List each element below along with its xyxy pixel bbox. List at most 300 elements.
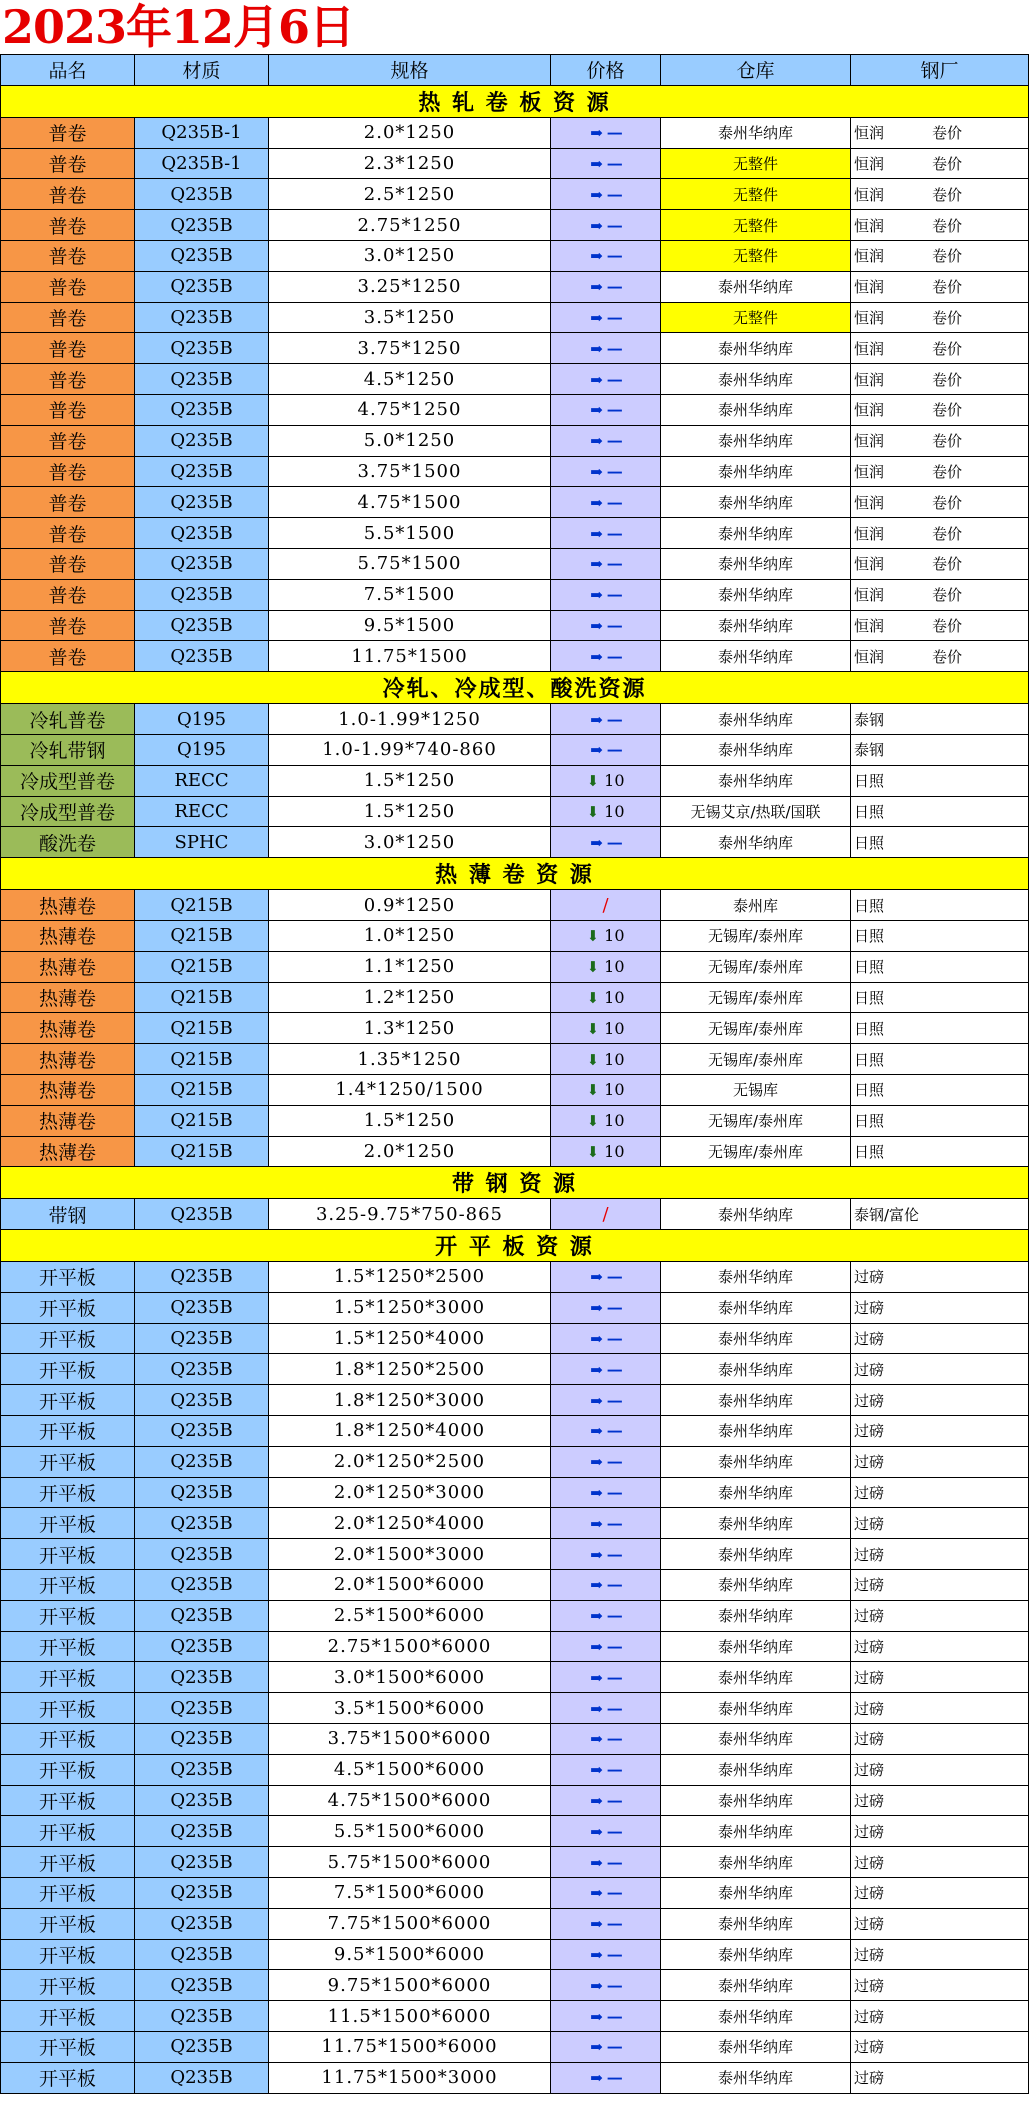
price-unchanged	[590, 647, 621, 666]
price-unchanged	[590, 1914, 621, 1933]
dash-icon: —	[606, 153, 621, 173]
price-unchanged	[590, 554, 621, 573]
spec-cell: 1.0*1250	[269, 920, 551, 951]
price-cell	[551, 117, 661, 148]
mill-cell	[851, 333, 1029, 364]
right-arrow-icon: ➡	[590, 1668, 603, 1687]
material-cell: Q235B	[135, 1908, 269, 1939]
dash-icon: —	[606, 2068, 621, 2088]
table-body	[1, 85, 1029, 2093]
table-row	[1, 1785, 1029, 1816]
right-arrow-icon: ➡	[590, 1884, 603, 1903]
mill-name: 日照	[854, 988, 885, 1007]
price-cell	[551, 765, 661, 796]
mill-cell	[851, 1878, 1029, 1909]
price-unchanged	[590, 246, 621, 265]
mill-name: 恒润	[854, 185, 885, 204]
price-cell	[551, 2001, 661, 2032]
down-arrow-icon: ⬇	[586, 802, 600, 821]
down-arrow-icon: ⬇	[586, 1050, 600, 1069]
table-row	[1, 394, 1029, 425]
material-cell: Q235B	[135, 2001, 269, 2032]
mill-name: 泰钢	[854, 741, 885, 760]
spec-cell: 5.75*1500	[269, 548, 551, 579]
right-arrow-icon: ➡	[590, 741, 603, 760]
dash-icon: —	[606, 1852, 621, 1872]
warehouse-cell: 泰州华纳库	[661, 364, 851, 395]
mill-cell	[851, 548, 1029, 579]
spec-cell: 11.75*1500	[269, 641, 551, 672]
header-product-name: 品名	[1, 55, 135, 86]
mill-name: 过磅	[854, 1792, 885, 1811]
warehouse-cell: 泰州华纳库	[661, 1970, 851, 2001]
product-name-cell: 开平板	[1, 1724, 135, 1755]
price-note: 卷价	[932, 154, 963, 173]
mill-cell	[851, 425, 1029, 456]
mill-cell	[851, 1600, 1029, 1631]
mill-name: 泰钢/富伦	[854, 1205, 920, 1224]
mill-cell	[851, 210, 1029, 241]
material-cell: Q235B	[135, 1446, 269, 1477]
mill-cell	[851, 1262, 1029, 1293]
mill-cell	[851, 827, 1029, 858]
material-cell: Q235B	[135, 1662, 269, 1693]
right-arrow-icon: ➡	[590, 1730, 603, 1749]
warehouse-cell: 无锡库/泰州库	[661, 1105, 851, 1136]
table-row	[1, 117, 1029, 148]
product-name-cell: 普卷	[1, 394, 135, 425]
product-name-cell: 冷成型普卷	[1, 765, 135, 796]
table-row	[1, 1693, 1029, 1724]
header-warehouse: 仓库	[661, 55, 851, 86]
price-cell	[551, 425, 661, 456]
mill-name: 恒润	[854, 278, 885, 297]
material-cell: Q235B	[135, 1570, 269, 1601]
dash-icon: —	[606, 1483, 621, 1503]
price-cell	[551, 1136, 661, 1167]
material-cell: Q235B	[135, 1508, 269, 1539]
mill-cell	[851, 1939, 1029, 1970]
warehouse-cell: 泰州华纳库	[661, 1878, 851, 1909]
table-row	[1, 1136, 1029, 1167]
product-name-cell: 普卷	[1, 579, 135, 610]
price-down	[586, 926, 624, 945]
product-name-cell: 热薄卷	[1, 982, 135, 1013]
mill-cell	[851, 364, 1029, 395]
price-change-value: 10	[604, 1141, 625, 1161]
price-note: 卷价	[932, 432, 963, 451]
mill-name: 日照	[854, 1050, 885, 1069]
mill-cell	[851, 704, 1029, 735]
product-name-cell: 开平板	[1, 2001, 135, 2032]
price-down	[586, 802, 624, 821]
spec-cell: 2.0*1250*4000	[269, 1508, 551, 1539]
warehouse-cell: 无整件	[661, 148, 851, 179]
table-row	[1, 1631, 1029, 1662]
mill-cell	[851, 271, 1029, 302]
warehouse-cell: 无整件	[661, 179, 851, 210]
dash-icon: —	[606, 307, 621, 327]
spec-cell: 1.5*1250*2500	[269, 1262, 551, 1293]
header-mill: 钢厂	[851, 55, 1029, 86]
price-cell	[551, 210, 661, 241]
header-material: 材质	[135, 55, 269, 86]
product-name-cell: 开平板	[1, 2032, 135, 2063]
price-cell	[551, 890, 661, 921]
price-cell	[551, 148, 661, 179]
price-unchanged	[590, 308, 621, 327]
table-row	[1, 1847, 1029, 1878]
right-arrow-icon: ➡	[590, 401, 603, 420]
dash-icon: —	[606, 646, 621, 666]
table-row	[1, 1878, 1029, 1909]
spec-cell: 2.5*1500*6000	[269, 1600, 551, 1631]
price-cell	[551, 827, 661, 858]
table-row	[1, 920, 1029, 951]
table-row	[1, 148, 1029, 179]
down-arrow-icon: ⬇	[586, 1112, 600, 1131]
material-cell: Q235B	[135, 641, 269, 672]
spec-cell: 4.5*1500*6000	[269, 1754, 551, 1785]
mill-cell	[851, 641, 1029, 672]
price-cell	[551, 704, 661, 735]
table-row	[1, 1416, 1029, 1447]
dash-icon: —	[606, 338, 621, 358]
product-name-cell: 普卷	[1, 117, 135, 148]
material-cell: Q235B	[135, 302, 269, 333]
warehouse-cell: 泰州华纳库	[661, 734, 851, 765]
product-name-cell: 开平板	[1, 1477, 135, 1508]
material-cell: Q235B	[135, 1754, 269, 1785]
price-cell	[551, 1785, 661, 1816]
price-note: 卷价	[932, 339, 963, 358]
section-title: 热 轧 卷 板 资 源	[1, 85, 1029, 117]
price-cell	[551, 1600, 661, 1631]
spec-cell: 5.5*1500*6000	[269, 1816, 551, 1847]
price-unchanged	[590, 524, 621, 543]
mill-cell	[851, 1816, 1029, 1847]
dash-icon: —	[606, 1698, 621, 1718]
table-row	[1, 1754, 1029, 1785]
table-row	[1, 271, 1029, 302]
price-cell	[551, 579, 661, 610]
dash-icon: —	[606, 1359, 621, 1379]
dash-icon: —	[606, 246, 621, 266]
dash-icon: —	[606, 461, 621, 481]
warehouse-cell: 泰州华纳库	[661, 2062, 851, 2093]
down-arrow-icon: ⬇	[586, 1019, 600, 1038]
spec-cell: 2.3*1250	[269, 148, 551, 179]
spec-cell: 9.5*1500	[269, 610, 551, 641]
mill-cell	[851, 1013, 1029, 1044]
spec-cell: 4.75*1250	[269, 394, 551, 425]
product-name-cell: 普卷	[1, 641, 135, 672]
material-cell: Q235B	[135, 1354, 269, 1385]
mill-name: 恒润	[854, 124, 885, 143]
dash-icon: —	[606, 1883, 621, 1903]
mill-cell	[851, 1292, 1029, 1323]
warehouse-cell: 泰州华纳库	[661, 1939, 851, 1970]
warehouse-cell: 泰州华纳库	[661, 1199, 851, 1230]
price-unchanged	[590, 710, 621, 729]
right-arrow-icon: ➡	[590, 185, 603, 204]
right-arrow-icon: ➡	[590, 1330, 603, 1349]
spec-cell: 1.5*1250*3000	[269, 1292, 551, 1323]
warehouse-cell: 泰州华纳库	[661, 271, 851, 302]
mill-cell	[851, 1508, 1029, 1539]
price-unchanged	[590, 339, 621, 358]
mill-cell	[851, 1970, 1029, 2001]
mill-name: 泰钢	[854, 710, 885, 729]
table-row	[1, 302, 1029, 333]
mill-cell	[851, 518, 1029, 549]
right-arrow-icon: ➡	[590, 1484, 603, 1503]
table-row	[1, 890, 1029, 921]
dash-icon: —	[606, 554, 621, 574]
warehouse-cell: 泰州华纳库	[661, 1539, 851, 1570]
spec-cell: 2.0*1250	[269, 1136, 551, 1167]
warehouse-cell: 泰州华纳库	[661, 487, 851, 518]
mill-name: 过磅	[854, 1638, 885, 1657]
table-row	[1, 1570, 1029, 1601]
mill-cell	[851, 117, 1029, 148]
mill-cell	[851, 487, 1029, 518]
mill-name: 过磅	[854, 1576, 885, 1595]
table-row	[1, 425, 1029, 456]
mill-name: 过磅	[854, 1699, 885, 1718]
mill-cell	[851, 982, 1029, 1013]
spec-cell: 1.8*1250*3000	[269, 1385, 551, 1416]
warehouse-cell: 泰州华纳库	[661, 1908, 851, 1939]
right-arrow-icon: ➡	[590, 1268, 603, 1287]
header-spec: 规格	[269, 55, 551, 86]
right-arrow-icon: ➡	[590, 339, 603, 358]
spec-cell: 4.75*1500	[269, 487, 551, 518]
product-name-cell: 开平板	[1, 1785, 135, 1816]
price-change-value: 10	[604, 987, 625, 1007]
price-unchanged	[590, 216, 621, 235]
price-unchanged	[590, 1575, 621, 1594]
mill-name: 过磅	[854, 2069, 885, 2088]
price-unchanged	[590, 1421, 621, 1440]
product-name-cell: 开平板	[1, 1539, 135, 1570]
mill-cell	[851, 2062, 1029, 2093]
spec-cell: 3.25*1250	[269, 271, 551, 302]
price-down	[586, 957, 624, 976]
warehouse-cell: 泰州华纳库	[661, 1354, 851, 1385]
warehouse-cell: 泰州华纳库	[661, 1385, 851, 1416]
spec-cell: 3.0*1500*6000	[269, 1662, 551, 1693]
price-cell	[551, 1044, 661, 1075]
mill-name: 日照	[854, 833, 885, 852]
price-unchanged	[590, 1391, 621, 1410]
right-arrow-icon: ➡	[590, 308, 603, 327]
price-unchanged	[590, 1267, 621, 1286]
price-cell	[551, 1446, 661, 1477]
section-title: 开 平 板 资 源	[1, 1230, 1029, 1262]
price-unchanged	[590, 1853, 621, 1872]
price-cell	[551, 240, 661, 271]
spec-cell: 3.0*1250	[269, 827, 551, 858]
dash-icon: —	[606, 1729, 621, 1749]
price-cell	[551, 1816, 661, 1847]
mill-cell	[851, 1785, 1029, 1816]
material-cell: Q215B	[135, 1074, 269, 1105]
material-cell: Q235B	[135, 1539, 269, 1570]
spec-cell: 0.9*1250	[269, 890, 551, 921]
product-name-cell: 普卷	[1, 425, 135, 456]
price-note: 卷价	[932, 216, 963, 235]
product-name-cell: 开平板	[1, 1970, 135, 2001]
product-name-cell: 普卷	[1, 333, 135, 364]
product-name-cell: 开平板	[1, 1878, 135, 1909]
price-note: 卷价	[932, 278, 963, 297]
material-cell: Q215B	[135, 951, 269, 982]
product-name-cell: 普卷	[1, 179, 135, 210]
warehouse-cell: 无锡艾京/热联/国联	[661, 796, 851, 827]
table-row	[1, 1354, 1029, 1385]
price-cell	[551, 1847, 661, 1878]
table-row	[1, 2001, 1029, 2032]
spec-cell: 3.75*1250	[269, 333, 551, 364]
material-cell: Q235B	[135, 394, 269, 425]
price-cell	[551, 1970, 661, 2001]
price-cell	[551, 456, 661, 487]
product-name-cell: 热薄卷	[1, 1013, 135, 1044]
right-arrow-icon: ➡	[590, 1514, 603, 1533]
price-cell	[551, 518, 661, 549]
section-header-row	[1, 1167, 1029, 1199]
price-cell	[551, 1508, 661, 1539]
price-cell	[551, 548, 661, 579]
price-note: 卷价	[932, 493, 963, 512]
product-name-cell: 开平板	[1, 1816, 135, 1847]
price-change-value: 10	[604, 957, 625, 977]
product-name-cell: 冷轧普卷	[1, 704, 135, 735]
price-unchanged	[590, 2007, 621, 2026]
right-arrow-icon: ➡	[590, 1422, 603, 1441]
mill-name: 日照	[854, 958, 885, 977]
down-arrow-icon: ⬇	[586, 772, 600, 791]
spec-cell: 2.5*1250	[269, 179, 551, 210]
price-cell	[551, 1354, 661, 1385]
mill-name: 过磅	[854, 2007, 885, 2026]
mill-name: 过磅	[854, 1946, 885, 1965]
price-cell	[551, 1693, 661, 1724]
price-cell	[551, 982, 661, 1013]
spec-cell: 7.5*1500*6000	[269, 1878, 551, 1909]
dash-icon: —	[606, 184, 621, 204]
right-arrow-icon: ➡	[590, 247, 603, 266]
warehouse-cell: 无锡库/泰州库	[661, 1044, 851, 1075]
product-name-cell: 开平板	[1, 1600, 135, 1631]
product-name-cell: 开平板	[1, 1292, 135, 1323]
mill-cell	[851, 610, 1029, 641]
material-cell: Q235B	[135, 333, 269, 364]
mill-name: 恒润	[854, 462, 885, 481]
table-row	[1, 210, 1029, 241]
product-name-cell: 开平板	[1, 1908, 135, 1939]
price-cell	[551, 641, 661, 672]
warehouse-cell: 无锡库/泰州库	[661, 920, 851, 951]
warehouse-cell: 无锡库	[661, 1074, 851, 1105]
mill-cell	[851, 579, 1029, 610]
mill-cell	[851, 890, 1029, 921]
table-row	[1, 982, 1029, 1013]
product-name-cell: 普卷	[1, 518, 135, 549]
product-name-cell: 热薄卷	[1, 951, 135, 982]
down-arrow-icon: ⬇	[586, 1142, 600, 1161]
right-arrow-icon: ➡	[590, 586, 603, 605]
material-cell: Q235B	[135, 1262, 269, 1293]
price-unchanged	[590, 1483, 621, 1502]
spec-cell: 1.0-1.99*1250	[269, 704, 551, 735]
mill-name: 恒润	[854, 493, 885, 512]
dash-icon: —	[606, 1267, 621, 1287]
price-change-value: 10	[604, 926, 625, 946]
table-row	[1, 456, 1029, 487]
material-cell: Q215B	[135, 982, 269, 1013]
table-row	[1, 487, 1029, 518]
section-title: 带 钢 资 源	[1, 1167, 1029, 1199]
mill-cell	[851, 1323, 1029, 1354]
dash-icon: —	[606, 277, 621, 297]
dash-icon: —	[606, 1606, 621, 1626]
mill-name: 过磅	[854, 1268, 885, 1287]
mill-cell	[851, 456, 1029, 487]
mill-cell	[851, 734, 1029, 765]
product-name-cell: 冷轧带钢	[1, 734, 135, 765]
price-down	[586, 988, 624, 1007]
dash-icon: —	[606, 123, 621, 143]
mill-name: 过磅	[854, 1453, 885, 1472]
price-change-value: 10	[604, 1049, 625, 1069]
price-unchanged	[590, 154, 621, 173]
mill-name: 过磅	[854, 1545, 885, 1564]
spec-cell: 1.2*1250	[269, 982, 551, 1013]
material-cell: SPHC	[135, 827, 269, 858]
dash-icon: —	[606, 740, 621, 760]
price-cell	[551, 1416, 661, 1447]
material-cell: Q235B	[135, 1847, 269, 1878]
table-row	[1, 240, 1029, 271]
price-unchanged	[590, 1606, 621, 1625]
section-header-row	[1, 1230, 1029, 1262]
price-cell	[551, 333, 661, 364]
right-arrow-icon: ➡	[590, 616, 603, 635]
price-unchanged	[590, 740, 621, 759]
material-cell: Q235B	[135, 1600, 269, 1631]
header-price: 价格	[551, 55, 661, 86]
right-arrow-icon: ➡	[590, 154, 603, 173]
spec-cell: 2.75*1250	[269, 210, 551, 241]
price-unchanged	[590, 2037, 621, 2056]
spec-cell: 5.0*1250	[269, 425, 551, 456]
down-arrow-icon: ⬇	[586, 958, 600, 977]
product-name-cell: 开平板	[1, 1662, 135, 1693]
table-row	[1, 1292, 1029, 1323]
mill-name: 过磅	[854, 1915, 885, 1934]
table-row	[1, 1199, 1029, 1230]
mill-name: 恒润	[854, 216, 885, 235]
price-cell	[551, 302, 661, 333]
price-note: 卷价	[932, 524, 963, 543]
mill-name: 恒润	[854, 247, 885, 266]
table-row	[1, 1939, 1029, 1970]
right-arrow-icon: ➡	[590, 2069, 603, 2088]
product-name-cell: 开平板	[1, 1354, 135, 1385]
spec-cell: 2.0*1250*2500	[269, 1446, 551, 1477]
